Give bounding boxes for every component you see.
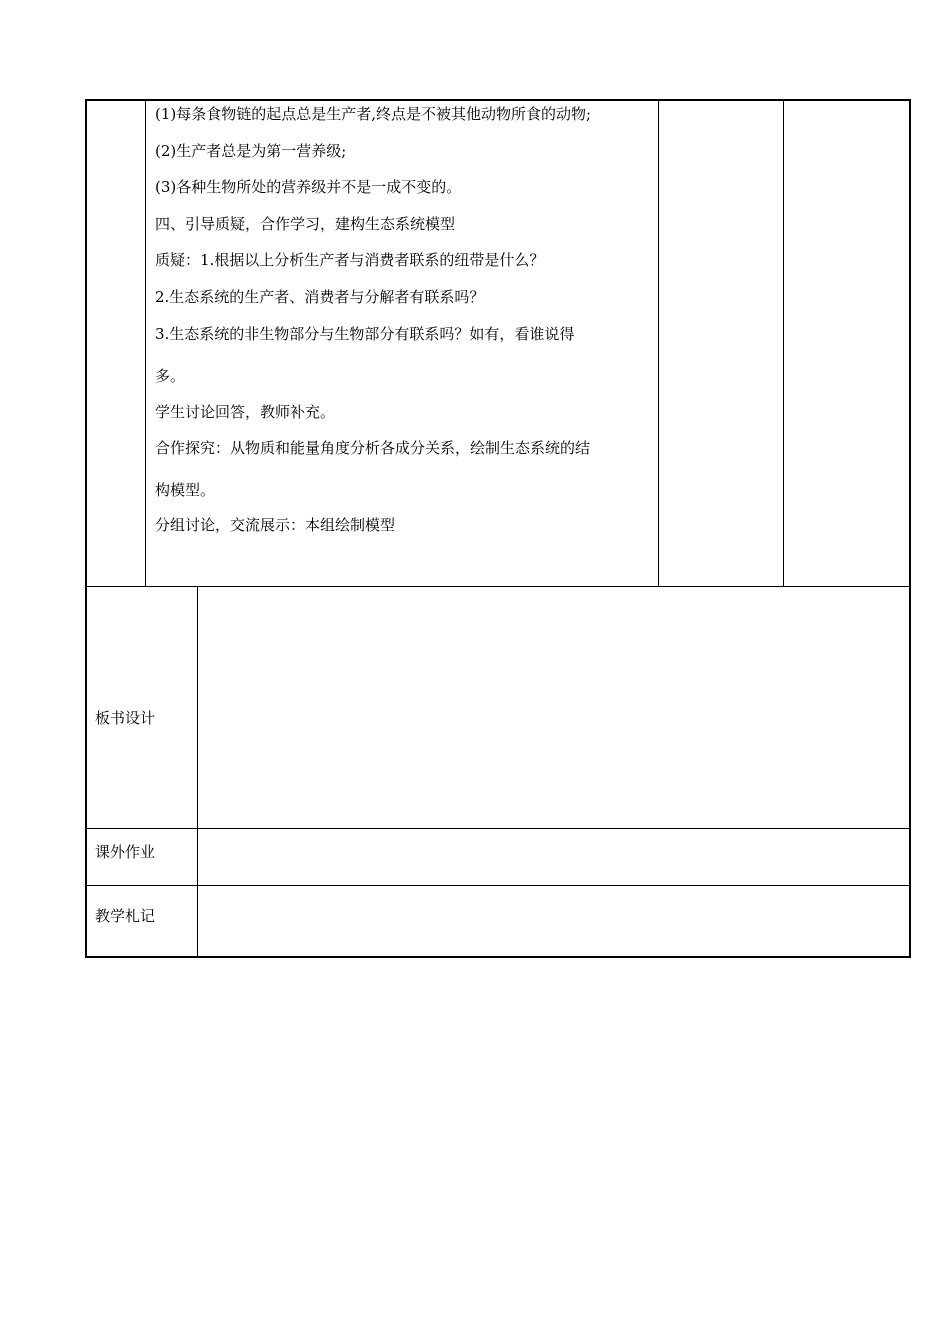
board-design-label: 板书设计: [95, 709, 156, 727]
table-divider: [783, 100, 784, 586]
lesson-line: 四、引导质疑，合作学习，建构生态系统模型: [155, 215, 456, 233]
lesson-line: 分组讨论，交流展示：本组绘制模型: [155, 516, 396, 534]
lesson-line: 2.生态系统的生产者、消费者与分解者有联系吗？: [155, 288, 485, 306]
lesson-line: 多。: [155, 367, 186, 385]
table-divider: [658, 100, 659, 586]
table-divider: [86, 828, 910, 829]
lesson-line: 合作探究：从物质和能量角度分析各成分关系，绘制生态系统的结: [155, 439, 591, 457]
lesson-line: (1)每条食物链的起点总是生产者,终点是不被其他动物所食的动物;: [155, 105, 592, 123]
lesson-line: 3.生态系统的非生物部分与生物部分有联系吗？如有，看谁说得: [155, 325, 575, 343]
table-divider: [145, 100, 146, 586]
table-divider: [197, 586, 198, 957]
table-divider: [86, 586, 910, 587]
homework-label: 课外作业: [95, 843, 156, 861]
lesson-line: (2)生产者总是为第一营养级;: [155, 142, 347, 160]
teaching-notes-label: 教学札记: [95, 907, 156, 925]
lesson-line: 构模型。: [155, 481, 216, 499]
table-divider: [86, 885, 910, 886]
lesson-line: 学生讨论回答，教师补充。: [155, 403, 336, 421]
lesson-line: (3)各种生物所处的营养级并不是一成不变的。: [155, 178, 462, 196]
lesson-line: 质疑：1.根据以上分析生产者与消费者联系的纽带是什么？: [155, 251, 545, 269]
